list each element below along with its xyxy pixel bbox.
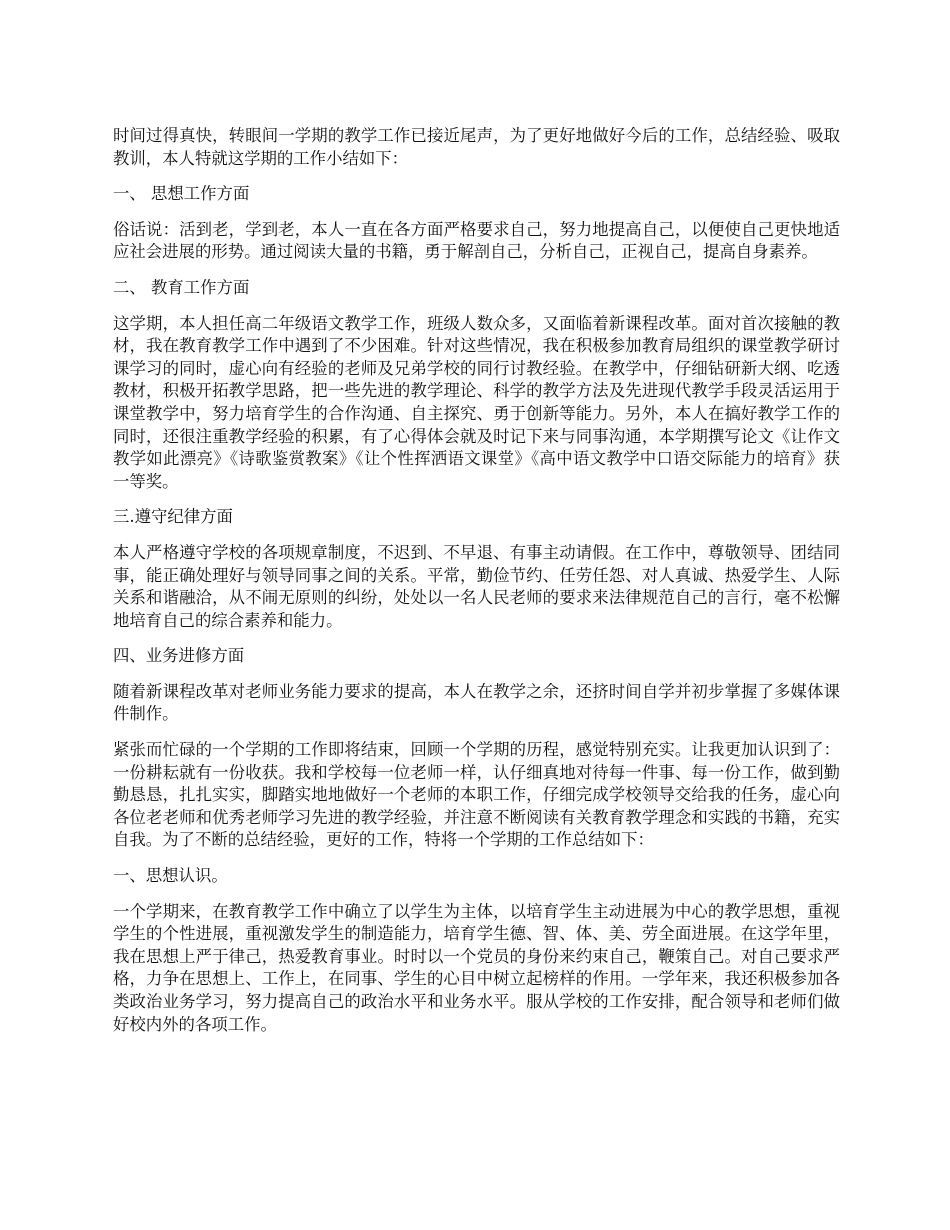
paragraph-professional-study: 随着新课程改革对老师业务能力要求的提高，本人在教学之余，还挤时间自学并初步掌握了多媒体课件制作。 [113, 681, 840, 724]
paragraph-thought-work: 俗话说：活到老，学到老，本人一直在各方面严格要求自己，努力地提高自己，以便使自己更快地适应社会进展的形势。通过阅读大量的书籍，勇于解剖自己，分析自己，正视自己，提高自身素养。 [113, 219, 840, 262]
intro-paragraph: 时间过得真快，转眼间一学期的教学工作已接近尾声，为了更好地做好今后的工作，总结经验、吸取教训，本人特就这学期的工作小结如下： [113, 126, 840, 168]
paragraph-education-work: 这学期，本人担任高二年级语文教学工作，班级人数众多，又面临着新课程改革。面对首次接触的教材，我在教育教学工作中遇到了不少困难。针对这些情况，我在积极参加教育局组织的课堂教学研讨课学习的同时，虚心向有经验的老师及兄弟学校的同行讨教经验。在教学中，仔细钻研新大纲、吃透教材，积极开拓教学思路，把一些先进的教学理论、科学的教学方法及先进现代教学手段灵活运用于课堂教学中，努力培育学生的合作沟通、自主探究、勇于创新等能力。另外，本人在搞好教学工作的同时，还很注重教学经验的积累，有了心得体会就及时记下来与同事沟通，本学期撰写论文《让作文教学如此漂亮》《诗歌鉴赏教案》《让个性挥洒语文课堂》《高中语文教学中口语交际能力的培育》获一等奖。 [113, 313, 840, 491]
section-heading-professional-study: 四、业务进修方面 [113, 646, 245, 666]
section-heading-thought-work: 一、 思想工作方面 [113, 184, 250, 204]
paragraph-ideological-understanding: 一个学期来，在教育教学工作中确立了以学生为主体，以培育学生主动进展为中心的教学思想，重视学生的个性进展，重视激发学生的制造能力，培育学生德、智、体、美、劳全面进展。在这学年里，我在思想上严于律己，热爱教育事业。时时以一个党员的身份来约束自己，鞭策自己。对自己要求严格，力争在思想上、工作上，在同事、学生的心目中树立起榜样的作用。一学年来，我还积极参加各类政治业务学习，努力提高自己的政治水平和业务水平。服从学校的工作安排，配合领导和老师们做好校内外的各项工作。 [113, 901, 840, 1034]
section-heading-discipline: 三.遵守纪律方面 [113, 507, 233, 527]
section-heading-education-work: 二、 教育工作方面 [113, 277, 250, 297]
paragraph-discipline: 本人严格遵守学校的各项规章制度，不迟到、不早退、有事主动请假。在工作中，尊敬领导、团结同事，能正确处理好与领导同事之间的关系。平常，勤俭节约、任劳任怨、对人真诚、热爱学生、人际关系和谐融洽，从不闹无原则的纠纷，处处以一名人民老师的要求来法律规范自己的言行，毫不松懈地培育自己的综合素养和能力。 [113, 542, 840, 630]
document-body [113, 125, 840, 1049]
section-heading-ideological-understanding: 一、思想认识。 [113, 866, 228, 886]
paragraph-semester-review: 紧张而忙碌的一个学期的工作即将结束，回顾一个学期的历程，感觉特别充实。让我更加认识到了：一份耕耘就有一份收获。我和学校每一位老师一样，认仔细真地对待每一件事、每一份工作，做到勤勤恳恳，扎扎实实，脚踏实地地做好一个老师的本职工作，仔细完成学校领导交给我的任务，虚心向各位老老师和优秀老师学习先进的教学经验，并注意不断阅读有关教育教学理念和实践的书籍，充实自我。为了不断的总结经验，更好的工作，特将一个学期的工作总结如下： [113, 740, 840, 850]
